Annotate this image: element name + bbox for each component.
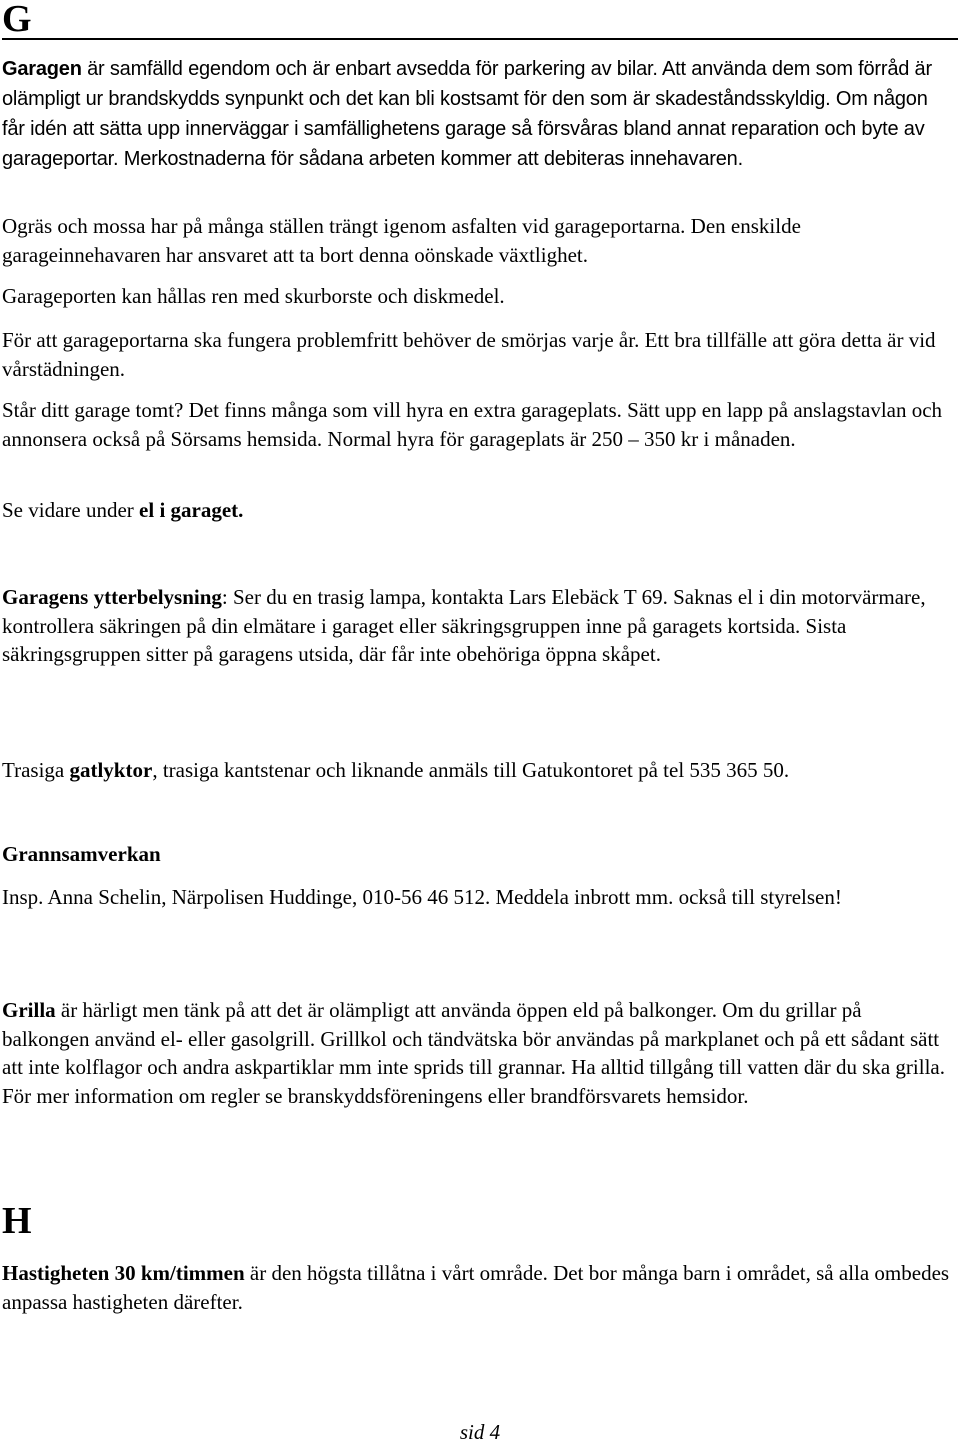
speed-term: Hastigheten 30 km/timmen <box>2 1261 245 1285</box>
speed-text: är den högsta tillåtna i vårt område. Det bor många barn i området, så alla ombedes anpassa hastigheten därefter. <box>2 1261 950 1314</box>
neighbourhood-heading: Grannsamverkan <box>2 842 161 866</box>
grill-paragraph <box>2 996 954 1110</box>
speed-paragraph <box>2 1259 954 1316</box>
cleaning-paragraph: Garageporten kan hållas ren med skurborste och diskmedel. <box>2 284 505 308</box>
streetlights-before: Trasiga <box>2 758 70 782</box>
empty-garage-paragraph: Står ditt garage tomt? Det finns många som vill hyra en extra garageplats. Sätt upp en lapp på anslagstavlan och annonsera också på Sörsams hemsida. Normal hyra för garageplats är 250 – 350 kr i månaden. <box>2 398 943 451</box>
lubrication-paragraph: För att garageportarna ska fungera problemfritt behöver de smörjas varje år. Ett bra tillfälle att göra detta är vid vårstädningen. <box>2 328 936 381</box>
lighting-text: : Ser du en trasig lampa, kontakta Lars Elebäck T 69. Saknas el i din motorvärmare, kontrollera säkringen på din elmätare i garaget eller säkringsgruppen inne på garagets kortsida. Sista säkringsgruppen sitter på garagens utsida, där får inte obehöriga öppna skåpet. <box>2 585 926 666</box>
streetlights-paragraph <box>2 756 954 785</box>
garage-text: är samfälld egendom och är enbart avsedda för parkering av bilar. Att använda dem som förråd är olämpligt ur brandskydds synpunkt och det kan bli kostsamt för den som är skadeståndsskyldig. Om någon får idén att sätta upp innerväggar i samfällighetens garage så försvåras bland annat reparation och byte av garageportar. Merkostnaderna för sådana arbeten kommer att debiteras innehavaren. <box>2 58 932 170</box>
neighbourhood-paragraph: Insp. Anna Schelin, Närpolisen Huddinge, 010-56 46 512. Meddela inbrott mm. också till styrelsen! <box>2 885 842 909</box>
streetlights-after: , trasiga kantstenar och liknande anmäls till Gatukontoret på tel 535 365 50. <box>152 758 790 782</box>
garage-paragraph <box>2 54 954 174</box>
lighting-paragraph <box>2 583 954 669</box>
section-divider <box>2 38 958 40</box>
see-more-paragraph <box>2 496 954 525</box>
garage-term: Garagen <box>2 58 82 80</box>
page-number: sid 4 <box>459 1420 501 1444</box>
grill-term: Grilla <box>2 998 56 1022</box>
grill-text: är härligt men tänk på att det är olämpligt att använda öppen eld på balkonger. Om du grillar på balkongen använd el- eller gasolgrill. Grillkol och tändvätska bör användas på markplanet och på ett sådant sätt att inte kolflagor och andra askpartiklar mm inte sprids till grannar. Ha alltid tillgång till vatten där du ska grilla. För mer information om regler se branskyddsföreningens eller brandförsvarets hemsidor. <box>2 998 946 1108</box>
weeds-paragraph: Ogräs och mossa har på många ställen trängt igenom asfalten vid garageportarna. Den enskilde garageinnehavaren har ansvaret att ta bort denna oönskade växtlighet. <box>2 214 801 267</box>
lighting-term: Garagens ytterbelysning <box>2 585 222 609</box>
see-more-text: Se vidare under <box>2 498 140 522</box>
section-letter-g: G <box>2 0 32 40</box>
section-letter-h: H <box>2 1200 32 1242</box>
see-more-link-text: el i garaget. <box>139 498 244 522</box>
streetlights-term: gatlyktor <box>69 758 153 782</box>
